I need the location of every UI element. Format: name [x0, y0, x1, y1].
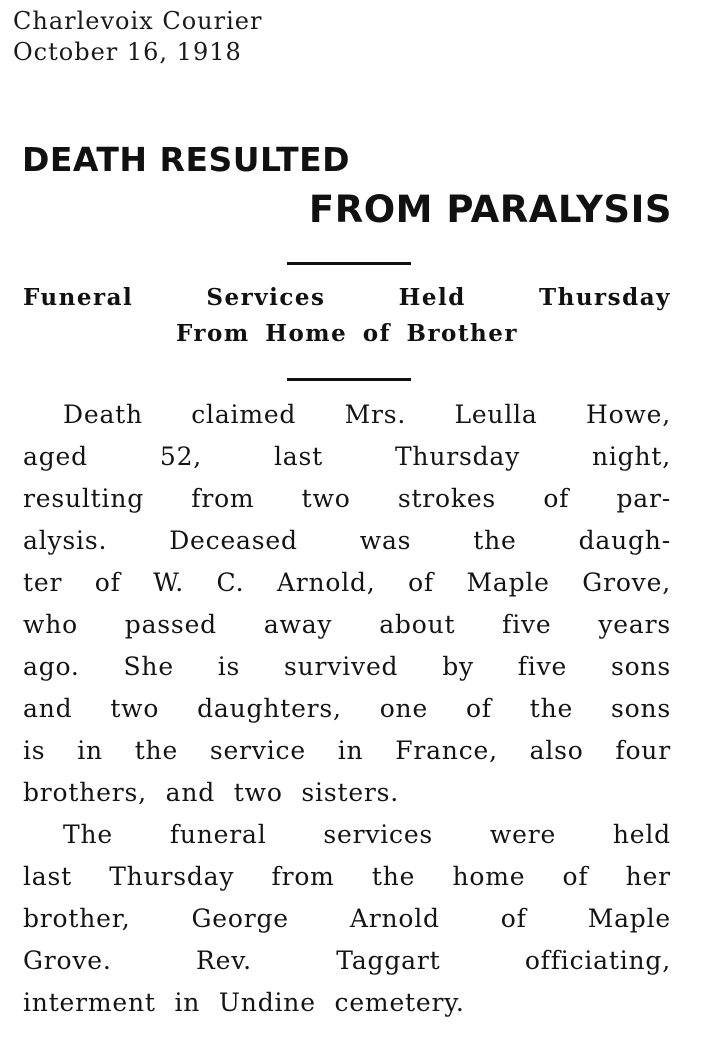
article-word: resulting [23, 484, 145, 513]
article-word: and [23, 694, 73, 723]
article-word: daugh- [578, 526, 671, 555]
article-word: by [442, 652, 474, 681]
article-word: Arnold [349, 904, 440, 933]
source-citation [13, 6, 262, 68]
article-word: Howe, [585, 400, 671, 429]
article-word: also [529, 736, 584, 765]
article-line [23, 982, 671, 1024]
article-word: five [517, 652, 568, 681]
article-word: held [612, 820, 671, 849]
article-word: her [625, 862, 671, 891]
subheadline-word: Funeral [23, 284, 134, 311]
subheadline [23, 280, 671, 352]
article-word: of [562, 862, 589, 891]
article-word: The [63, 820, 113, 849]
article-line [23, 520, 671, 562]
article-word: passed [124, 610, 217, 639]
article-word: of [94, 568, 121, 597]
article-word: ago. [23, 652, 80, 681]
article-word: funeral [169, 820, 267, 849]
subheadline-line-1 [23, 280, 671, 316]
article-word: who [23, 610, 78, 639]
article-word: Grove. [23, 946, 112, 975]
article-word: the [134, 736, 179, 765]
article-word: four [615, 736, 671, 765]
article-word: last [274, 442, 323, 471]
article-line [23, 478, 671, 520]
article-word: daughters, [197, 694, 342, 723]
article-word: aged [23, 442, 88, 471]
article-word: sons [610, 694, 671, 723]
article-line [23, 814, 671, 856]
article-word: was [359, 526, 412, 555]
article-word: of [543, 484, 570, 513]
article-word: services [323, 820, 434, 849]
subheadline-word: Held [398, 284, 466, 311]
article-word: from [191, 484, 255, 513]
article-word: is [217, 652, 241, 681]
article-word: home [452, 862, 526, 891]
article-word: Death [63, 400, 143, 429]
article-line [23, 730, 671, 772]
article-word: the [529, 694, 574, 723]
article-word: the [371, 862, 416, 891]
article-word: about [379, 610, 456, 639]
article-line [23, 436, 671, 478]
subheadline-line-2: From Home of Brother [175, 320, 518, 347]
article-word: service [209, 736, 306, 765]
article-word: claimed [191, 400, 297, 429]
article-word: brothers, and two sisters. [23, 778, 400, 807]
article-word: sons [610, 652, 671, 681]
article-word: in [337, 736, 364, 765]
headline-line-1: DEATH RESULTED [22, 140, 351, 179]
article-word: the [473, 526, 517, 555]
article-line [23, 646, 671, 688]
article-line [23, 604, 671, 646]
article-word: is [23, 736, 46, 765]
article-word: Thursday [109, 862, 235, 891]
article-line [23, 898, 671, 940]
article-word: Maple [466, 568, 550, 597]
article-word: Deceased [169, 526, 298, 555]
article-body [23, 394, 671, 1024]
article-word: two [110, 694, 160, 723]
article-word: Arnold, [276, 568, 376, 597]
headline-line-2: FROM PARALYSIS [308, 188, 672, 231]
article-word: Mrs. [344, 400, 407, 429]
article-word: W. [153, 568, 185, 597]
article-word: were [489, 820, 557, 849]
article-line [23, 394, 671, 436]
article-word: Thursday [394, 442, 521, 471]
article-word: in [77, 736, 103, 765]
article-word: 52, [159, 442, 203, 471]
article-word: two [301, 484, 351, 513]
article-word: interment in Undine cemetery. [23, 988, 465, 1017]
article-word: alysis. [23, 526, 108, 555]
article-word: C. [216, 568, 245, 597]
article-word: Leulla [454, 400, 538, 429]
article-word: officiating, [524, 946, 671, 975]
article-line [23, 856, 671, 898]
article-word: away [263, 610, 333, 639]
article-word: France, [395, 736, 498, 765]
article-word: George [191, 904, 289, 933]
article-word: Grove, [582, 568, 671, 597]
article-word: Rev. [196, 946, 252, 975]
article-line [23, 940, 671, 982]
article-word: Maple [587, 904, 671, 933]
article-word: Taggart [336, 946, 441, 975]
article-line [23, 562, 671, 604]
article-word: last [23, 862, 72, 891]
publication-date: October 16, 1918 [13, 38, 242, 66]
subheadline-word: Services [206, 284, 326, 311]
article-word: of [500, 904, 527, 933]
article-word: of [465, 694, 492, 723]
article-word: five [502, 610, 552, 639]
article-word: ter [23, 568, 63, 597]
article-line [23, 688, 671, 730]
subheadline-word: Thursday [538, 284, 671, 311]
headline [22, 140, 672, 232]
publication-name: Charlevoix Courier [13, 7, 263, 35]
rule-divider-top [287, 262, 411, 265]
article-word: of [408, 568, 434, 597]
article-word: years [598, 610, 671, 639]
article-word: night, [591, 442, 671, 471]
article-line [23, 772, 671, 814]
article-word: brother, [23, 904, 131, 933]
article-word: from [271, 862, 335, 891]
article-word: survived [284, 652, 399, 681]
article-word: strokes [397, 484, 497, 513]
article-word: par- [616, 484, 671, 513]
article-word: She [123, 652, 174, 681]
rule-divider-bottom [287, 378, 411, 381]
article-word: one [379, 694, 429, 723]
